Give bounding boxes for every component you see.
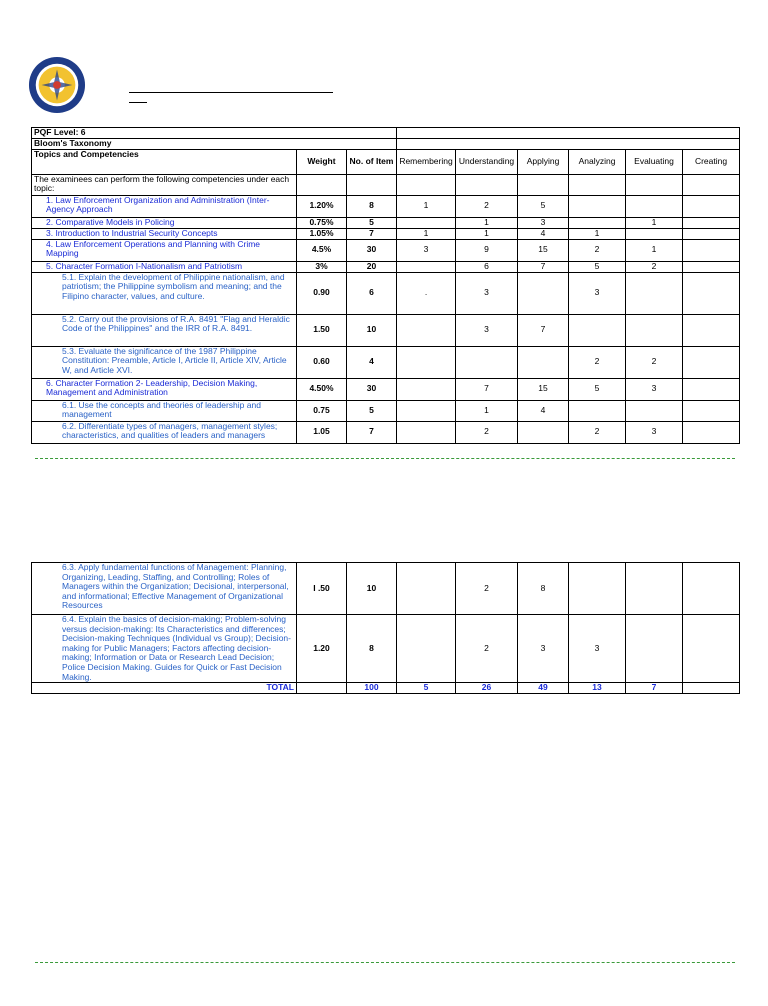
- level-count-cell: 2: [456, 563, 518, 615]
- level-count-cell: 7: [518, 314, 569, 346]
- level-count-cell: 3: [456, 272, 518, 314]
- level-header: Analyzing: [569, 149, 626, 174]
- level-count-cell: [683, 314, 740, 346]
- table-row: [32, 563, 740, 615]
- level-header: Creating: [683, 149, 740, 174]
- level-count-cell: [626, 195, 683, 217]
- items-cell: 4: [347, 346, 397, 378]
- competency-label: 6.1. Use the concepts and theories of leadership and management: [32, 400, 297, 421]
- level-count-cell: 5: [569, 261, 626, 272]
- taxonomy-label: Bloom's Taxonomy: [32, 139, 397, 150]
- table-of-specifications-continued: [31, 562, 740, 694]
- level-count-cell: 15: [518, 239, 569, 261]
- level-header: Understanding: [456, 149, 518, 174]
- level-count-cell: 7: [456, 378, 518, 400]
- level-count-cell: [397, 615, 456, 683]
- level-count-cell: [397, 421, 456, 443]
- table-row: [32, 314, 740, 346]
- level-count-cell: [397, 378, 456, 400]
- table-row: [32, 615, 740, 683]
- competency-label: 6.3. Apply fundamental functions of Management: Planning, Organizing, Leading, Staffing, and Controlling; Roles of Managers within the Organization; Decisional, interpersonal, and informational; Effective Management of Organizational Resources: [32, 563, 297, 615]
- header-rule-1: [129, 92, 333, 93]
- weight-cell: 1.05: [297, 421, 347, 443]
- topic-label: 3. Introduction to Industrial Security Concepts: [32, 228, 297, 239]
- level-count-cell: [569, 195, 626, 217]
- level-count-cell: [397, 261, 456, 272]
- level-count-cell: [683, 563, 740, 615]
- weight-cell: 1.50: [297, 314, 347, 346]
- level-count-cell: [683, 261, 740, 272]
- page-divider: [35, 962, 735, 963]
- competency-label: 6.2. Differentiate types of managers, management styles; characteristics, and qualities of leaders and managers: [32, 421, 297, 443]
- prc-seal-logo: [28, 56, 86, 114]
- level-count-cell: 5: [569, 378, 626, 400]
- level-count-cell: 2: [456, 421, 518, 443]
- level-count-cell: [518, 346, 569, 378]
- level-count-cell: [518, 421, 569, 443]
- level-count-cell: 2: [456, 195, 518, 217]
- weight-cell: 1.20%: [297, 195, 347, 217]
- table-row: [32, 228, 740, 239]
- level-count-cell: 2: [626, 261, 683, 272]
- level-count-cell: [397, 563, 456, 615]
- level-count-cell: [626, 314, 683, 346]
- level-count-cell: 3: [397, 239, 456, 261]
- table-row: [32, 421, 740, 443]
- level-count-cell: [626, 400, 683, 421]
- level-count-cell: [683, 615, 740, 683]
- level-count-cell: 2: [569, 421, 626, 443]
- total-value: 26: [456, 683, 518, 694]
- total-value: 13: [569, 683, 626, 694]
- level-count-cell: [683, 217, 740, 228]
- table-row: [32, 400, 740, 421]
- level-count-cell: 4: [518, 228, 569, 239]
- level-count-cell: 1: [456, 217, 518, 228]
- table-row: [32, 195, 740, 217]
- level-count-cell: 3: [456, 314, 518, 346]
- items-cell: 10: [347, 563, 397, 615]
- intro-text: The examinees can perform the following competencies under each topic:: [32, 174, 297, 195]
- competency-label: 5.2. Carry out the provisions of R.A. 8491 "Flag and Heraldic Code of the Philippines" and the IRR of R.A. 8491.: [32, 314, 297, 346]
- level-count-cell: 1: [397, 228, 456, 239]
- table-row: [32, 272, 740, 314]
- items-cell: 8: [347, 615, 397, 683]
- competency-label: 5.3. Evaluate the significance of the 1987 Philippine Constitution: Preamble, Article I, Article II, Article XIV, Article W, and Article XVI.: [32, 346, 297, 378]
- level-count-cell: 3: [626, 421, 683, 443]
- weight-cell: I .50: [297, 563, 347, 615]
- level-count-cell: .: [397, 272, 456, 314]
- level-count-cell: 5: [518, 195, 569, 217]
- level-count-cell: 3: [569, 272, 626, 314]
- page-divider: [35, 458, 735, 459]
- competency-label: 5.1. Explain the development of Philippine nationalism, and patriotism; the Philippine symbolism and meaning; and the Filipino character, values, and culture.: [32, 272, 297, 314]
- level-count-cell: 1: [626, 239, 683, 261]
- items-cell: 10: [347, 314, 397, 346]
- level-count-cell: [683, 195, 740, 217]
- weight-cell: 4.5%: [297, 239, 347, 261]
- level-count-cell: 1: [397, 195, 456, 217]
- level-count-cell: [626, 563, 683, 615]
- items-cell: 20: [347, 261, 397, 272]
- total-label: TOTAL: [32, 683, 297, 694]
- level-count-cell: [397, 346, 456, 378]
- level-count-cell: 4: [518, 400, 569, 421]
- level-count-cell: [569, 314, 626, 346]
- competency-label: 6.4. Explain the basics of decision-making; Problem-solving versus decision-making: Its Characteristics and differences; Decision-making Techniques (Individual vs Group); Decision-making for Public Managers; Factors affecting decision-making; Information or Data or Research Lead Decision; Police Decision Making. Guides for Quick or Fast Decision Making.: [32, 615, 297, 683]
- level-count-cell: 3: [518, 615, 569, 683]
- level-count-cell: 3: [518, 217, 569, 228]
- header-rule-2: [129, 102, 147, 103]
- total-items: 100: [347, 683, 397, 694]
- level-count-cell: 2: [569, 346, 626, 378]
- topic-label: 5. Character Formation I-Nationalism and Patriotism: [32, 261, 297, 272]
- weight-cell: 1.05%: [297, 228, 347, 239]
- level-header: Evaluating: [626, 149, 683, 174]
- level-header: Applying: [518, 149, 569, 174]
- level-count-cell: [683, 346, 740, 378]
- level-count-cell: [397, 400, 456, 421]
- weight-cell: 0.60: [297, 346, 347, 378]
- items-cell: 6: [347, 272, 397, 314]
- level-count-cell: [683, 272, 740, 314]
- items-cell: 8: [347, 195, 397, 217]
- level-count-cell: 8: [518, 563, 569, 615]
- weight-cell: 3%: [297, 261, 347, 272]
- total-value: 5: [397, 683, 456, 694]
- level-count-cell: [626, 228, 683, 239]
- level-count-cell: [456, 346, 518, 378]
- total-value: 49: [518, 683, 569, 694]
- table-row: [32, 261, 740, 272]
- pqf-level: PQF Level: 6: [32, 128, 397, 139]
- items-cell: 5: [347, 217, 397, 228]
- table-row: [32, 346, 740, 378]
- level-count-cell: [683, 421, 740, 443]
- weight-cell: 0.75%: [297, 217, 347, 228]
- table-row: [32, 239, 740, 261]
- level-count-cell: [626, 615, 683, 683]
- level-count-cell: [569, 400, 626, 421]
- topic-label: 6. Character Formation 2- Leadership, Decision Making, Management and Administration: [32, 378, 297, 400]
- weight-header: Weight: [297, 149, 347, 174]
- items-cell: 7: [347, 228, 397, 239]
- level-count-cell: [683, 239, 740, 261]
- level-count-cell: 2: [626, 346, 683, 378]
- weight-cell: 0.90: [297, 272, 347, 314]
- level-count-cell: 1: [569, 228, 626, 239]
- items-cell: 30: [347, 239, 397, 261]
- table-row: [32, 217, 740, 228]
- level-count-cell: 3: [626, 378, 683, 400]
- topics-header: Topics and Competencies: [32, 149, 297, 174]
- level-count-cell: [569, 217, 626, 228]
- level-count-cell: 1: [456, 228, 518, 239]
- level-count-cell: [397, 314, 456, 346]
- level-count-cell: [518, 272, 569, 314]
- topic-label: 4. Law Enforcement Operations and Planning with Crime Mapping: [32, 239, 297, 261]
- level-count-cell: [626, 272, 683, 314]
- total-value: 7: [626, 683, 683, 694]
- level-count-cell: 9: [456, 239, 518, 261]
- items-cell: 5: [347, 400, 397, 421]
- level-count-cell: 3: [569, 615, 626, 683]
- level-count-cell: [683, 378, 740, 400]
- topic-label: 1. Law Enforcement Organization and Administration (Inter-Agency Approach: [32, 195, 297, 217]
- weight-cell: 1.20: [297, 615, 347, 683]
- table-row: [32, 378, 740, 400]
- topic-label: 2. Comparative Models in Policing: [32, 217, 297, 228]
- weight-cell: 4.50%: [297, 378, 347, 400]
- level-count-cell: [683, 228, 740, 239]
- level-count-cell: [397, 217, 456, 228]
- level-count-cell: 1: [626, 217, 683, 228]
- level-count-cell: 1: [456, 400, 518, 421]
- weight-cell: 0.75: [297, 400, 347, 421]
- level-count-cell: 2: [569, 239, 626, 261]
- total-value: [683, 683, 740, 694]
- level-count-cell: 6: [456, 261, 518, 272]
- items-cell: 30: [347, 378, 397, 400]
- level-count-cell: 15: [518, 378, 569, 400]
- table-of-specifications: [31, 127, 740, 444]
- items-cell: 7: [347, 421, 397, 443]
- level-count-cell: [569, 563, 626, 615]
- items-header: No. of Item: [347, 149, 397, 174]
- level-count-cell: [683, 400, 740, 421]
- level-header: Remembering: [397, 149, 456, 174]
- level-count-cell: 2: [456, 615, 518, 683]
- level-count-cell: 7: [518, 261, 569, 272]
